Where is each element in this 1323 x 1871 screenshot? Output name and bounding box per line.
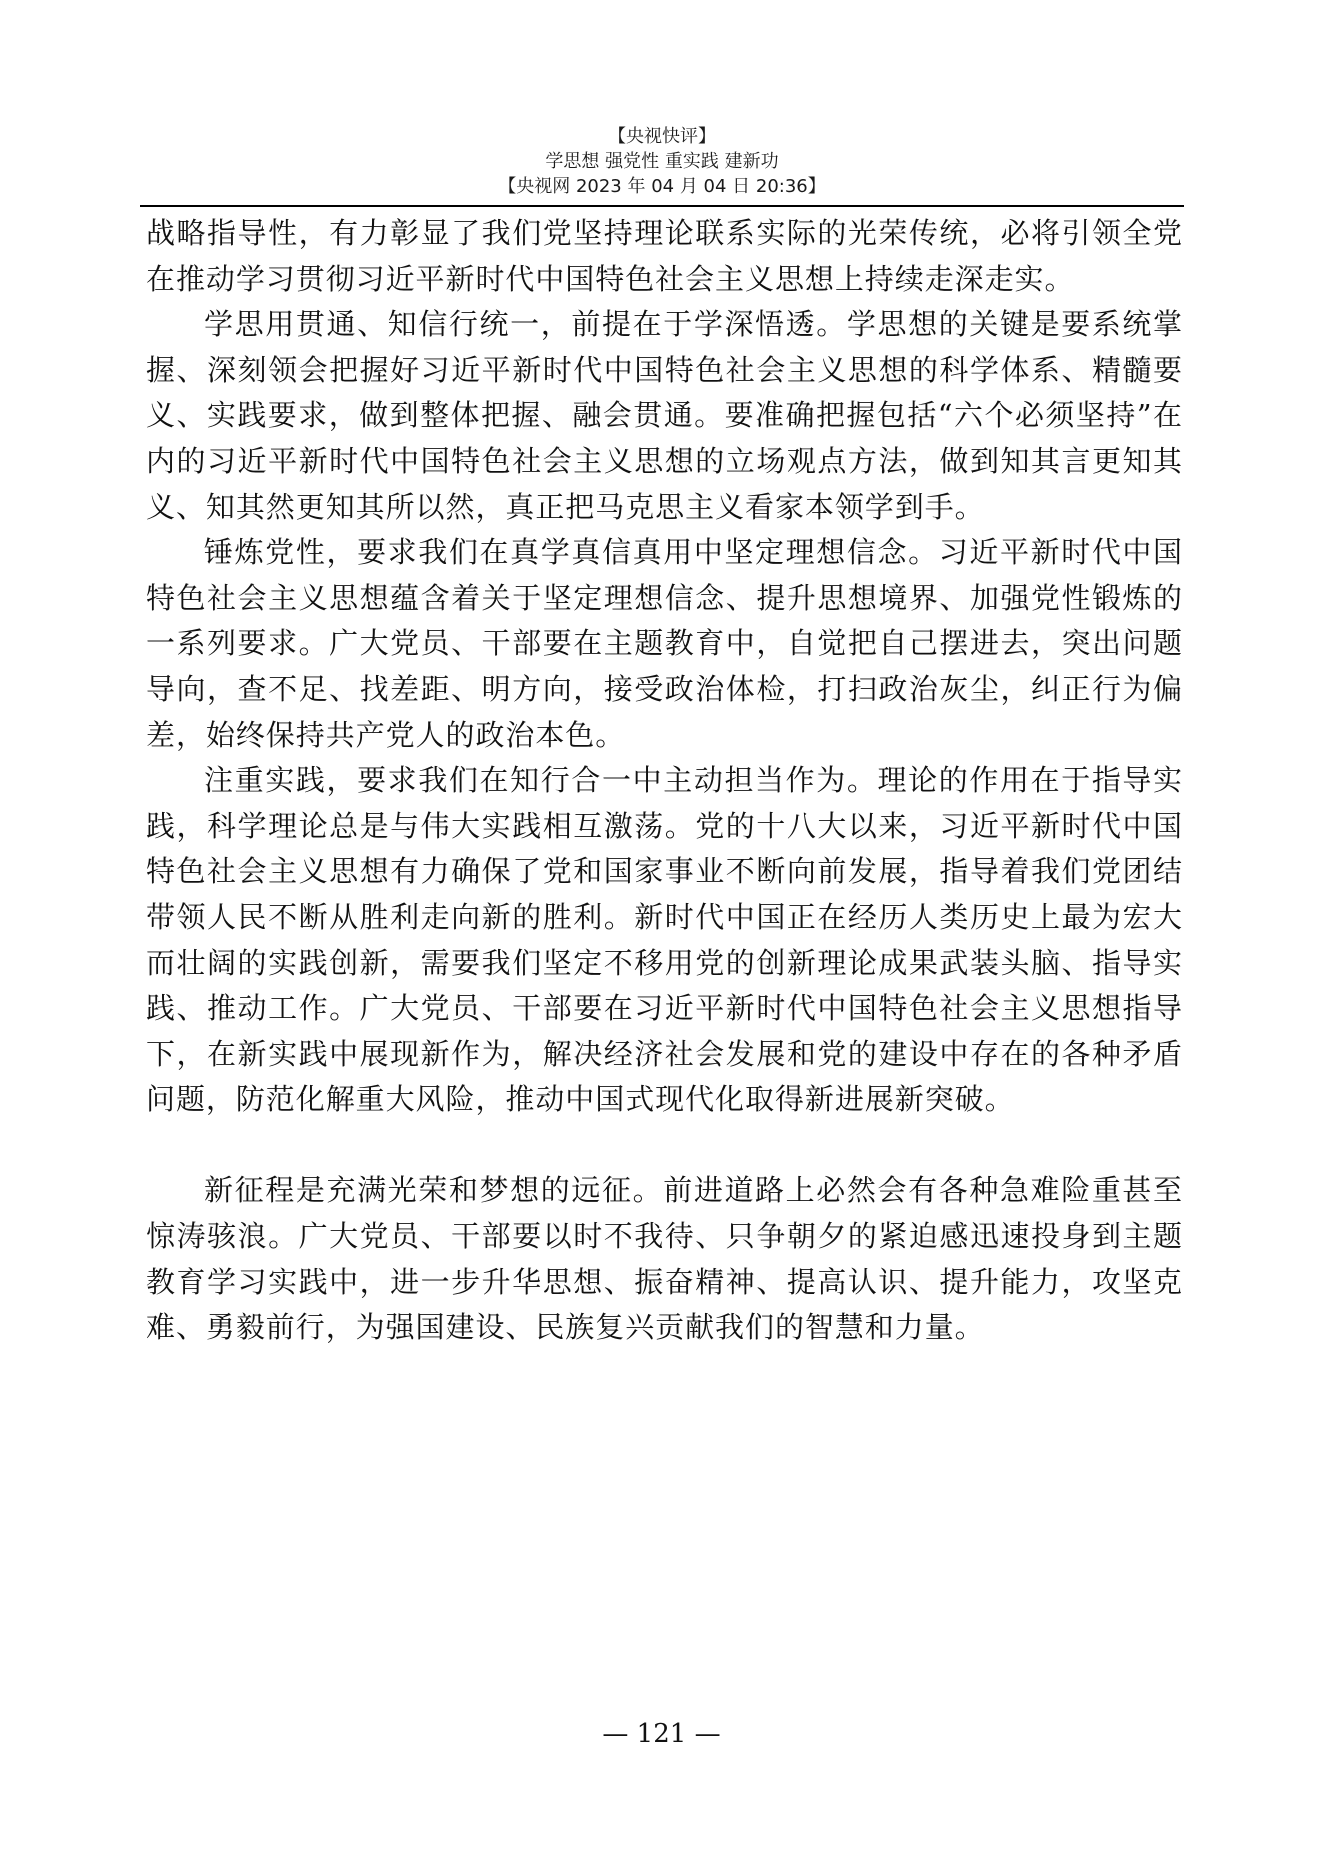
paragraph-continued: 战略指导性，有力彰显了我们党坚持理论联系实际的光荣传统，必将引领全党在推动学习贯彻习近平新时代中国特色社会主义思想上持续走深走实。 (146, 216, 1183, 296)
header-column-label: 【央视快评】 (608, 126, 716, 147)
page-number: — 121 — (602, 1719, 721, 1749)
paragraph: 注重实践，要求我们在知行合一中主动担当作为。理论的作用在于指导实践，科学理论总是与伟大实践相互激荡。党的十八大以来，习近平新时代中国特色社会主义思想有力确保了党和国家事业不断向前发展，指导着我们党团结带领人民不断从胜利走向新的胜利。新时代中国正在经历人类历史上最为宏大而壮阔的实践创新，需要我们坚定不移用党的创新理论成果武装头脑、指导实践、推动工作。广大党员、干部要在习近平新时代中国特色社会主义思想指导下，在新实践中展现新作为，解决经济社会发展和党的建设中存在的各种矛盾问题，防范化解重大风险，推动中国式现代化取得新进展新突破。 (146, 763, 1183, 1117)
page-header (140, 124, 1184, 199)
header-article-title: 学思想 强党性 重实践 建新功 (545, 151, 779, 172)
paragraph: 学思用贯通、知信行统一，前提在于学深悟透。学思想的关键是要系统掌握、深刻领会把握好习近平新时代中国特色社会主义思想的科学体系、精髓要义、实践要求，做到整体把握、融会贯通。要准确把握包括“六个必须坚持”在内的习近平新时代中国特色社会主义思想的立场观点方法，做到知其言更知其义、知其然更知其所以然，真正把马克思主义看家本领学到手。 (146, 307, 1183, 524)
paragraph-gap (146, 1123, 1183, 1169)
header-divider (140, 205, 1184, 207)
article-body (146, 211, 1183, 1351)
header-source-date: 【央视网 2023 年 04 月 04 日 20:36】 (498, 176, 826, 197)
paragraph: 锤炼党性，要求我们在真学真信真用中坚定理想信念。习近平新时代中国特色社会主义思想蕴含着关于坚定理想信念、提升思想境界、加强党性锻炼的一系列要求。广大党员、干部要在主题教育中，自觉把自己摆进去，突出问题导向，查不足、找差距、明方向，接受政治体检，打扫政治灰尘，纠正行为偏差，始终保持共产党人的政治本色。 (146, 535, 1183, 752)
paragraph: 新征程是充满光荣和梦想的远征。前进道路上必然会有各种急难险重甚至惊涛骇浪。广大党员、干部要以时不我待、只争朝夕的紧迫感迅速投身到主题教育学习实践中，进一步升华思想、振奋精神、提高认识、提升能力，攻坚克难、勇毅前行，为强国建设、民族复兴贡献我们的智慧和力量。 (146, 1173, 1183, 1345)
